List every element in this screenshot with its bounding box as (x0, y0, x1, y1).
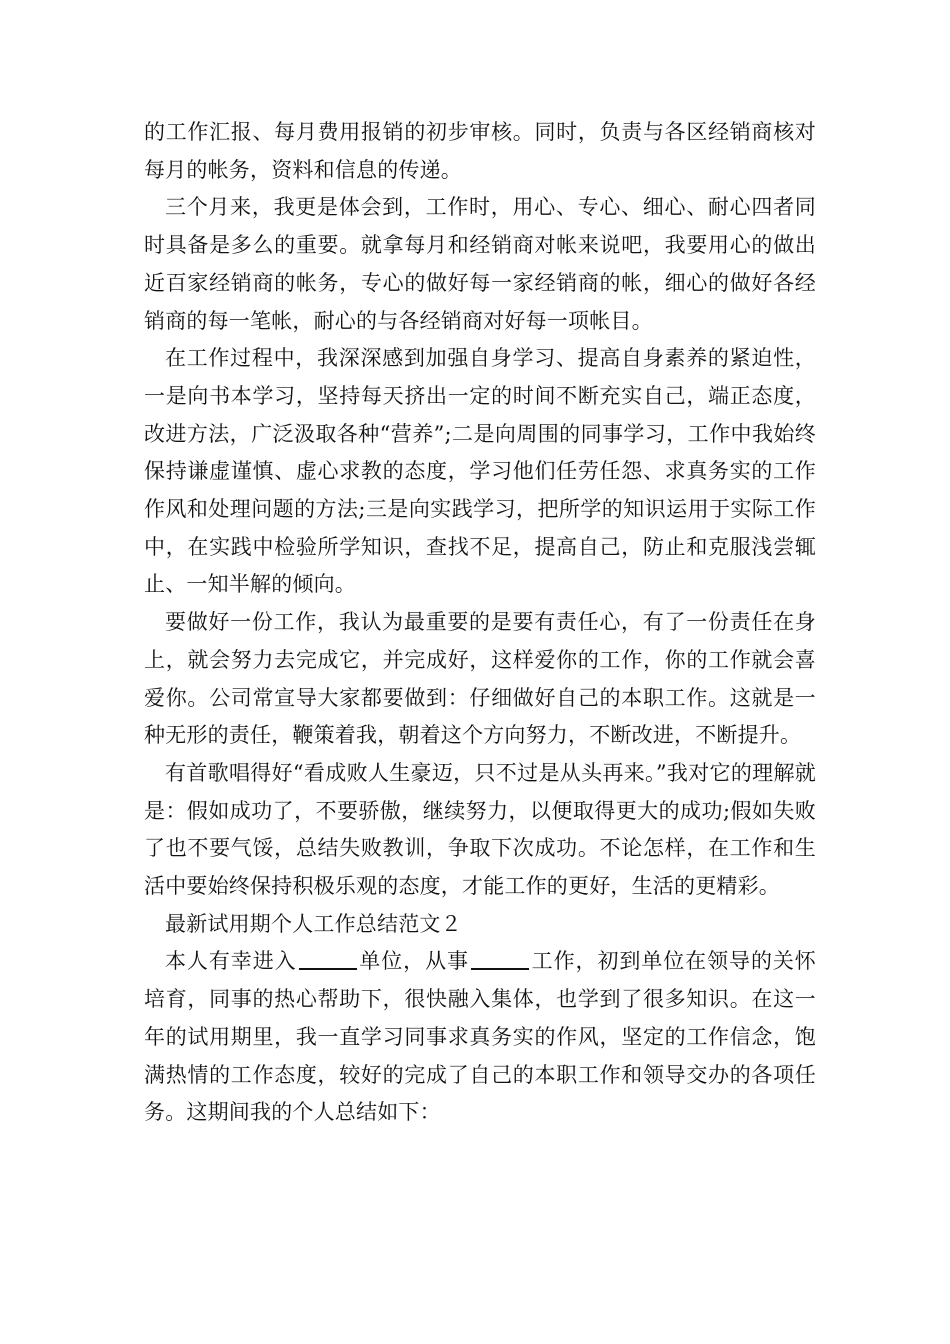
fill-in-blank-job (471, 946, 529, 970)
fill-in-blank-unit (299, 946, 357, 970)
paragraph-2: 三个月来，我更是体会到，工作时，用心、专心、细心、耐心四者同时具备是多么的重要。就拿每月和经销商对帐来说吧，我要用心的做出近百家经销商的帐务，专心的做好每一家经销商的帐，细心的做好各经销商的每一笔帐，耐心的与各经销商对好每一项帐目。 (144, 195, 816, 333)
paragraph-1: 的工作汇报、每月费用报销的初步审核。同时，负责与各区经销商核对每月的帐务，资料和信息的传递。 (144, 120, 816, 182)
paragraph-3: 在工作过程中，我深深感到加强自身学习、提高自身素养的紧迫性，一是向书本学习，坚持每天挤出一定的时间不断充实自己，端正态度，改进方法，广泛汲取各种“营养”;二是向周围的同事学习，工作中我始终保持谦虚谨慎、虚心求教的态度，学习他们任劳任怨、求真务实的工作作风和处理问题的方法;三是向实践学习，把所学的知识运用于实际工作中，在实践中检验所学知识，查找不足，提高自己，防止和克服浅尝辄止、一知半解的倾向。 (144, 346, 816, 597)
paragraph-6-part-2: 单位，从事 (358, 949, 469, 974)
document-page (144, 114, 816, 1132)
section-heading: 最新试用期个人工作总结范文２ (165, 911, 462, 936)
paragraph-6-part-1: 本人有幸进入 (165, 949, 297, 974)
paragraph-6-part-3: 工作，初到单位在领导的关怀培育，同事的热心帮助下，很快融入集体，也学到了很多知识。在这一年的试用期里，我一直学习同事求真务实的作风，坚定的工作信念，饱满热情的工作态度，较好的完成了自己的本职工作和领导交办的各项任务。这期间我的个人总结如下： (144, 949, 817, 1125)
paragraph-4: 要做好一份工作，我认为最重要的是要有责任心，有了一份责任在身上，就会努力去完成它，并完成好，这样爱你的工作，你的工作就会喜爱你。公司常宣导大家都要做到：仔细做好自己的本职工作。这就是一种无形的责任，鞭策着我，朝着这个方向努力，不断改进，不断提升。 (144, 610, 816, 748)
paragraph-5: 有首歌唱得好“看成败人生豪迈，只不过是从头再来。”我对它的理解就是：假如成功了，不要骄傲，继续努力，以便取得更大的成功;假如失败了也不要气馁，总结失败教训，争取下次成功。不论怎样，在工作和生活中要始终保持积极乐观的态度，才能工作的更好，生活的更精彩。 (144, 760, 816, 899)
paragraph-6 (144, 943, 816, 1132)
